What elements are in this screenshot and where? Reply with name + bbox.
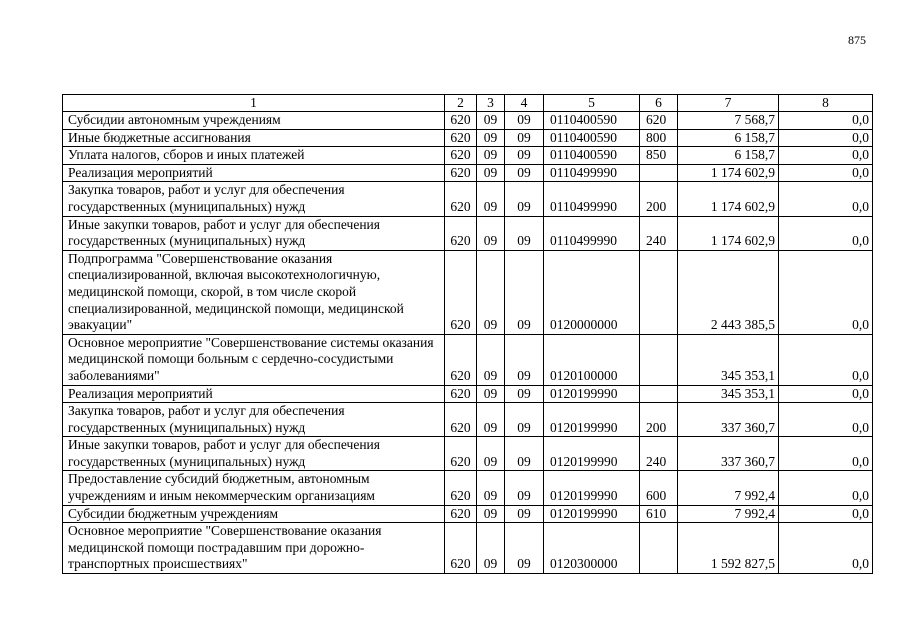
amount-cell: 7 992,4	[678, 505, 779, 523]
target-article-cell: 0110400590	[544, 129, 640, 147]
target-article-cell: 0120000000	[544, 250, 640, 334]
row-name-cell: Реализация мероприятий	[63, 385, 445, 403]
ministry-code-cell: 620	[445, 129, 477, 147]
target-article-cell: 0110499990	[544, 164, 640, 182]
table-header-row	[63, 95, 873, 112]
row-name-cell: Уплата налогов, сборов и иных платежей	[63, 147, 445, 165]
change-amount-cell: 0,0	[779, 164, 873, 182]
ministry-code-cell: 620	[445, 147, 477, 165]
expense-type-cell: 240	[640, 216, 678, 250]
ministry-code-cell: 620	[445, 471, 477, 505]
table-row	[63, 250, 873, 334]
change-amount-cell: 0,0	[779, 403, 873, 437]
target-article-cell: 0120300000	[544, 523, 640, 574]
ministry-code-cell: 620	[445, 112, 477, 130]
change-amount-cell: 0,0	[779, 471, 873, 505]
table-row	[63, 437, 873, 471]
table-row	[63, 471, 873, 505]
expense-type-cell: 850	[640, 147, 678, 165]
amount-cell: 337 360,7	[678, 403, 779, 437]
subsection-code-cell: 09	[505, 250, 544, 334]
table-row	[63, 216, 873, 250]
target-article-cell: 0120199990	[544, 471, 640, 505]
ministry-code-cell: 620	[445, 505, 477, 523]
section-code-cell: 09	[477, 437, 505, 471]
section-code-cell: 09	[477, 250, 505, 334]
ministry-code-cell: 620	[445, 385, 477, 403]
change-amount-cell: 0,0	[779, 129, 873, 147]
row-name-cell: Реализация мероприятий	[63, 164, 445, 182]
amount-cell: 6 158,7	[678, 147, 779, 165]
target-article-cell: 0120199990	[544, 385, 640, 403]
amount-cell: 7 992,4	[678, 471, 779, 505]
expense-type-cell: 600	[640, 471, 678, 505]
section-code-cell: 09	[477, 216, 505, 250]
budget-table	[62, 94, 873, 574]
target-article-cell: 0110400590	[544, 112, 640, 130]
section-code-cell: 09	[477, 129, 505, 147]
subsection-code-cell: 09	[505, 147, 544, 165]
expense-type-cell	[640, 523, 678, 574]
change-amount-cell: 0,0	[779, 385, 873, 403]
column-header: 3	[477, 95, 505, 112]
column-header: 8	[779, 95, 873, 112]
row-name-cell: Закупка товаров, работ и услуг для обеспечения государственных (муниципальных) нужд	[63, 403, 445, 437]
change-amount-cell: 0,0	[779, 437, 873, 471]
table-row	[63, 505, 873, 523]
row-name-cell: Иные закупки товаров, работ и услуг для обеспечения государственных (муниципальных) нужд	[63, 437, 445, 471]
amount-cell: 345 353,1	[678, 385, 779, 403]
section-code-cell: 09	[477, 403, 505, 437]
row-name-cell: Подпрограмма "Совершенствование оказания специализированной, включая высокотехнологичную, медицинской помощи, скорой, в том числе скорой специализированной, медицинской помощи, медицинской эвакуации"	[63, 250, 445, 334]
change-amount-cell: 0,0	[779, 334, 873, 385]
target-article-cell: 0120199990	[544, 505, 640, 523]
amount-cell: 1 174 602,9	[678, 216, 779, 250]
section-code-cell: 09	[477, 334, 505, 385]
section-code-cell: 09	[477, 147, 505, 165]
subsection-code-cell: 09	[505, 182, 544, 216]
column-header: 5	[544, 95, 640, 112]
change-amount-cell: 0,0	[779, 523, 873, 574]
table-row	[63, 403, 873, 437]
target-article-cell: 0110400590	[544, 147, 640, 165]
ministry-code-cell: 620	[445, 403, 477, 437]
section-code-cell: 09	[477, 523, 505, 574]
subsection-code-cell: 09	[505, 334, 544, 385]
table-row	[63, 147, 873, 165]
expense-type-cell: 800	[640, 129, 678, 147]
change-amount-cell: 0,0	[779, 250, 873, 334]
column-header: 4	[505, 95, 544, 112]
target-article-cell: 0120100000	[544, 334, 640, 385]
column-header: 2	[445, 95, 477, 112]
row-name-cell: Основное мероприятие "Совершенствование системы оказания медицинской помощи больным с сердечно-сосудистыми заболеваниями"	[63, 334, 445, 385]
amount-cell: 1 174 602,9	[678, 164, 779, 182]
amount-cell: 1 592 827,5	[678, 523, 779, 574]
change-amount-cell: 0,0	[779, 182, 873, 216]
expense-type-cell	[640, 334, 678, 385]
row-name-cell: Иные закупки товаров, работ и услуг для обеспечения государственных (муниципальных) нужд	[63, 216, 445, 250]
row-name-cell: Субсидии бюджетным учреждениям	[63, 505, 445, 523]
section-code-cell: 09	[477, 112, 505, 130]
subsection-code-cell: 09	[505, 471, 544, 505]
expense-type-cell: 200	[640, 403, 678, 437]
expense-type-cell	[640, 164, 678, 182]
expense-type-cell: 200	[640, 182, 678, 216]
table-row	[63, 164, 873, 182]
page-number: 875	[848, 33, 866, 47]
change-amount-cell: 0,0	[779, 505, 873, 523]
row-name-cell: Закупка товаров, работ и услуг для обеспечения государственных (муниципальных) нужд	[63, 182, 445, 216]
ministry-code-cell: 620	[445, 216, 477, 250]
amount-cell: 1 174 602,9	[678, 182, 779, 216]
expense-type-cell: 610	[640, 505, 678, 523]
table-row	[63, 523, 873, 574]
column-header: 1	[63, 95, 445, 112]
section-code-cell: 09	[477, 385, 505, 403]
section-code-cell: 09	[477, 182, 505, 216]
subsection-code-cell: 09	[505, 164, 544, 182]
change-amount-cell: 0,0	[779, 147, 873, 165]
amount-cell: 7 568,7	[678, 112, 779, 130]
amount-cell: 2 443 385,5	[678, 250, 779, 334]
ministry-code-cell: 620	[445, 334, 477, 385]
table-row	[63, 385, 873, 403]
subsection-code-cell: 09	[505, 523, 544, 574]
amount-cell: 337 360,7	[678, 437, 779, 471]
row-name-cell: Субсидии автономным учреждениям	[63, 112, 445, 130]
section-code-cell: 09	[477, 471, 505, 505]
ministry-code-cell: 620	[445, 182, 477, 216]
subsection-code-cell: 09	[505, 403, 544, 437]
section-code-cell: 09	[477, 505, 505, 523]
table-row	[63, 182, 873, 216]
subsection-code-cell: 09	[505, 505, 544, 523]
subsection-code-cell: 09	[505, 216, 544, 250]
target-article-cell: 0120199990	[544, 437, 640, 471]
change-amount-cell: 0,0	[779, 216, 873, 250]
ministry-code-cell: 620	[445, 250, 477, 334]
ministry-code-cell: 620	[445, 164, 477, 182]
target-article-cell: 0110499990	[544, 182, 640, 216]
column-header: 6	[640, 95, 678, 112]
change-amount-cell: 0,0	[779, 112, 873, 130]
subsection-code-cell: 09	[505, 437, 544, 471]
amount-cell: 6 158,7	[678, 129, 779, 147]
table-row	[63, 112, 873, 130]
subsection-code-cell: 09	[505, 129, 544, 147]
column-header: 7	[678, 95, 779, 112]
target-article-cell: 0110499990	[544, 216, 640, 250]
amount-cell: 345 353,1	[678, 334, 779, 385]
expense-type-cell	[640, 250, 678, 334]
ministry-code-cell: 620	[445, 523, 477, 574]
row-name-cell: Основное мероприятие "Совершенствование оказания медицинской помощи пострадавшим при дорожно-транспортных происшествиях"	[63, 523, 445, 574]
row-name-cell: Иные бюджетные ассигнования	[63, 129, 445, 147]
expense-type-cell: 620	[640, 112, 678, 130]
subsection-code-cell: 09	[505, 112, 544, 130]
subsection-code-cell: 09	[505, 385, 544, 403]
table-row	[63, 334, 873, 385]
section-code-cell: 09	[477, 164, 505, 182]
ministry-code-cell: 620	[445, 437, 477, 471]
row-name-cell: Предоставление субсидий бюджетным, автономным учреждениям и иным некоммерческим организациям	[63, 471, 445, 505]
table-row	[63, 129, 873, 147]
expense-type-cell	[640, 385, 678, 403]
expense-type-cell: 240	[640, 437, 678, 471]
target-article-cell: 0120199990	[544, 403, 640, 437]
